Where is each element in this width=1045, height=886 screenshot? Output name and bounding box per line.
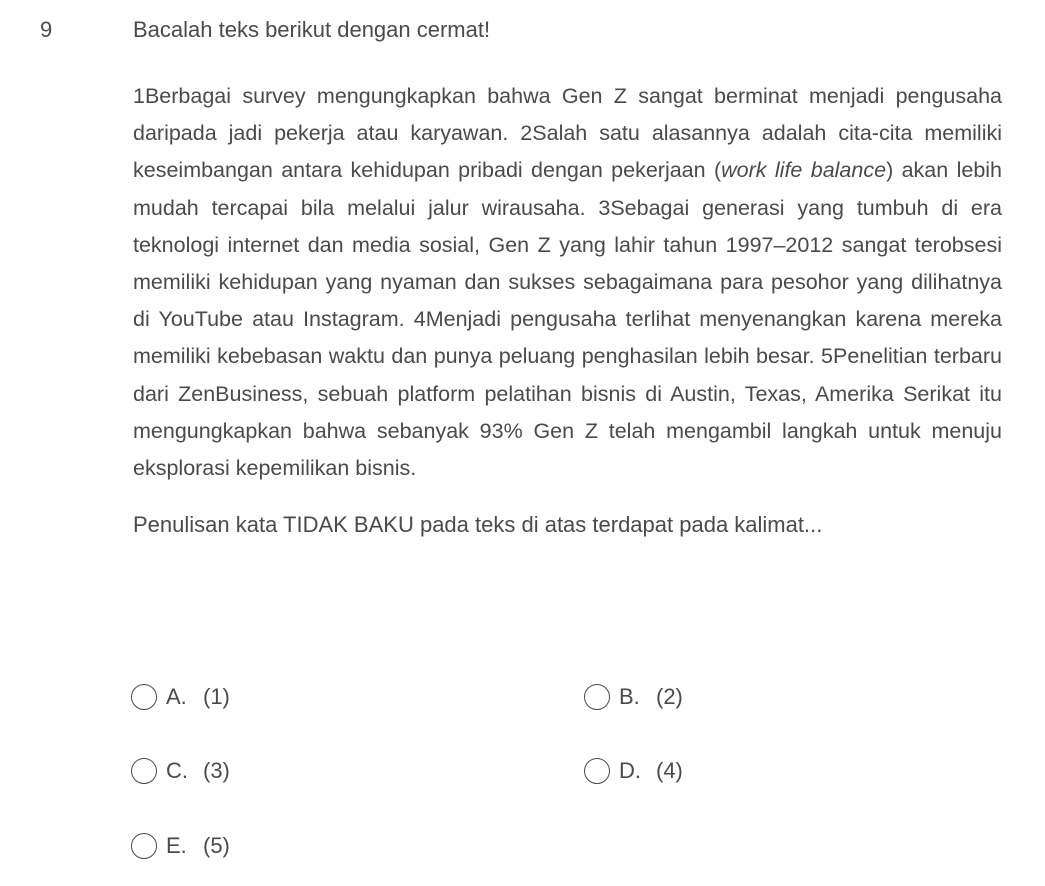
option-letter: E.	[166, 833, 187, 858]
option-letter: D.	[619, 758, 641, 783]
question-instruction: Bacalah teks berikut dengan cermat!	[133, 17, 491, 42]
radio-circle-icon[interactable]	[584, 684, 610, 710]
option-letter: C.	[166, 758, 188, 783]
option-text: (4)	[656, 758, 683, 783]
option-d[interactable]	[584, 758, 683, 784]
radio-circle-icon[interactable]	[584, 758, 610, 784]
radio-circle-icon[interactable]	[131, 758, 157, 784]
option-letter: A.	[166, 684, 187, 709]
option-b[interactable]	[584, 684, 683, 710]
question-content	[133, 16, 1002, 539]
option-a[interactable]	[131, 684, 230, 710]
option-e[interactable]	[131, 833, 230, 859]
passage-italic-term: work life balance	[721, 158, 887, 183]
option-c[interactable]	[131, 758, 230, 784]
option-letter: B.	[619, 684, 640, 709]
option-text: (2)	[656, 684, 683, 709]
passage-text-part1: 1Berbagai survey mengungkapkan bahwa Gen Z sangat berminat menjadi pengusaha daripada jadi pekerja atau karyawan. 2Salah satu alasannya adalah cita-cita memiliki keseimbangan antara kehidupan pribadi dengan pekerjaan (	[133, 84, 1002, 183]
radio-circle-icon[interactable]	[131, 833, 157, 859]
reading-passage	[133, 78, 1002, 487]
option-text: (5)	[203, 833, 230, 858]
option-text: (3)	[203, 758, 230, 783]
passage-text-part2: ) akan lebih mudah tercapai bila melalui jalur wirausaha. 3Sebagai generasi yang tumbuh di era teknologi internet dan media sosial, Gen Z yang lahir tahun 1997–2012 sangat terobsesi memiliki kehidupan yang nyaman dan sukses sebagaimana para pesohor yang dilihatnya di YouTube atau Instagram. 4Menjadi pengusaha terlihat menyenangkan karena mereka memiliki kebebasan waktu dan punya peluang penghasilan lebih besar. 5Penelitian terbaru dari ZenBusiness, sebuah platform pelatihan bisnis di Austin, Texas, Amerika Serikat itu mengungkapkan bahwa sebanyak 93% Gen Z telah mengambil langkah untuk menuju eksplorasi kepemilikan bisnis.	[133, 158, 1003, 481]
option-text: (1)	[203, 684, 230, 709]
question-number: 9	[40, 17, 53, 42]
radio-circle-icon[interactable]	[131, 684, 157, 710]
question-prompt: Penulisan kata TIDAK BAKU pada teks di atas terdapat pada kalimat...	[133, 512, 823, 538]
